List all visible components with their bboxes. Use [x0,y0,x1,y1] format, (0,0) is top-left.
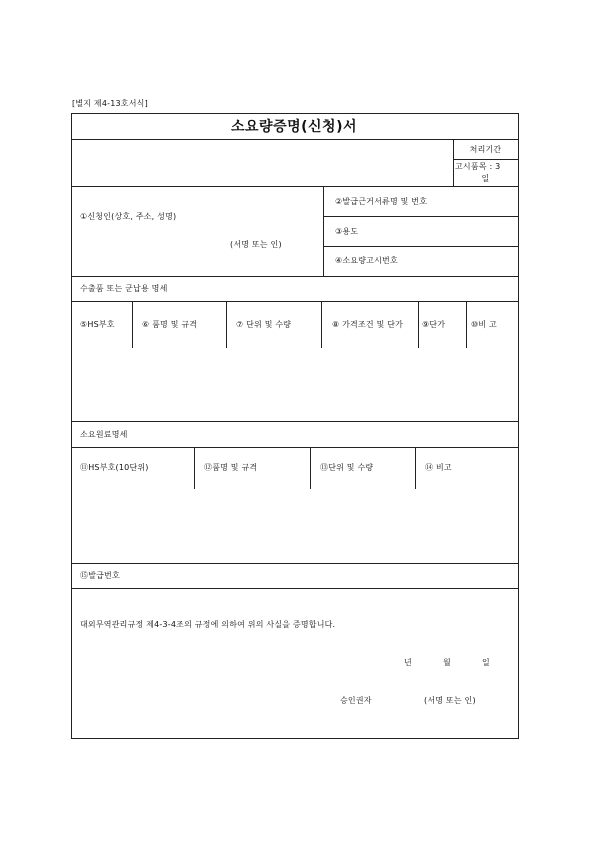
rule-material-col-3 [415,447,416,489]
rule-under-export [71,421,518,422]
approver-signature: (서명 또는 인) [424,696,476,705]
applicant-signature: (서명 또는 인) [230,240,282,249]
rule-export-col-2 [226,301,227,348]
export-col-remarks: ⑩비 고 [471,320,497,329]
rule-material-title [71,447,518,448]
rule-export-col-4 [418,301,419,348]
material-col-hs-code: ⑪HS부호(10단위) [80,463,149,472]
material-col-item-spec: ⑫품명 및 규격 [204,463,258,472]
rule-applicant-2 [323,246,518,247]
issue-number-label: ⑮발급번호 [80,571,120,580]
notice-number-label: ④소요량고시번호 [335,256,398,265]
rule-under-processing [71,186,518,187]
export-col-item-spec: ⑥ 품명 및 규격 [142,320,198,329]
date-year: 년 [404,658,412,667]
approver-label: 승인권자 [340,696,372,705]
rule-export-col-5 [466,301,467,348]
form-frame [71,113,519,739]
material-col-unit-qty: ⑬단위 및 수량 [320,463,374,472]
export-col-unit-qty: ⑦ 단위 및 수량 [236,320,292,329]
export-col-unit-price: ⑨단가 [422,320,446,329]
processing-period-unit: 일 [481,174,490,183]
usage-label: ③용도 [335,227,359,236]
rule-material-col-1 [194,447,195,489]
rule-under-title [71,139,518,140]
form-code: [별지 제4-13호서식] [72,99,148,108]
rule-processing-mid [453,159,518,160]
rule-issue-no [71,588,518,589]
date-day: 일 [482,658,490,667]
material-col-remarks: ⑭ 비고 [425,463,452,472]
material-section-title: 소요원료명세 [80,430,128,439]
rule-applicant-divider [323,186,324,276]
rule-under-applicant [71,276,518,277]
form-title: 소요량증명(신청)서 [231,119,357,135]
export-col-hs-code: ⑤HS부호 [80,320,115,329]
rule-material-col-2 [310,447,311,489]
export-col-price-terms-clip [322,318,417,332]
export-col-price-terms: ⑧ 가격조건 및 단가 [332,320,404,329]
processing-period-value: 고시품목 : 3 [455,162,501,171]
applicant-label: ①신청인(상호, 주소, 성명) [80,212,177,221]
date-month: 월 [443,658,451,667]
rule-applicant-1 [323,216,518,217]
export-section-title: 수출품 또는 군납용 명세 [80,284,168,293]
certification-statement: 대외무역관리규정 제4-3-4조의 규정에 의하여 위의 사실을 증명합니다. [80,620,336,629]
basis-document-label: ②발급근거서류명 및 번호 [335,197,428,206]
processing-period-label: 처리기간 [469,145,502,154]
rule-under-material [71,563,518,564]
rule-export-title [71,301,518,302]
rule-export-col-1 [132,301,133,348]
